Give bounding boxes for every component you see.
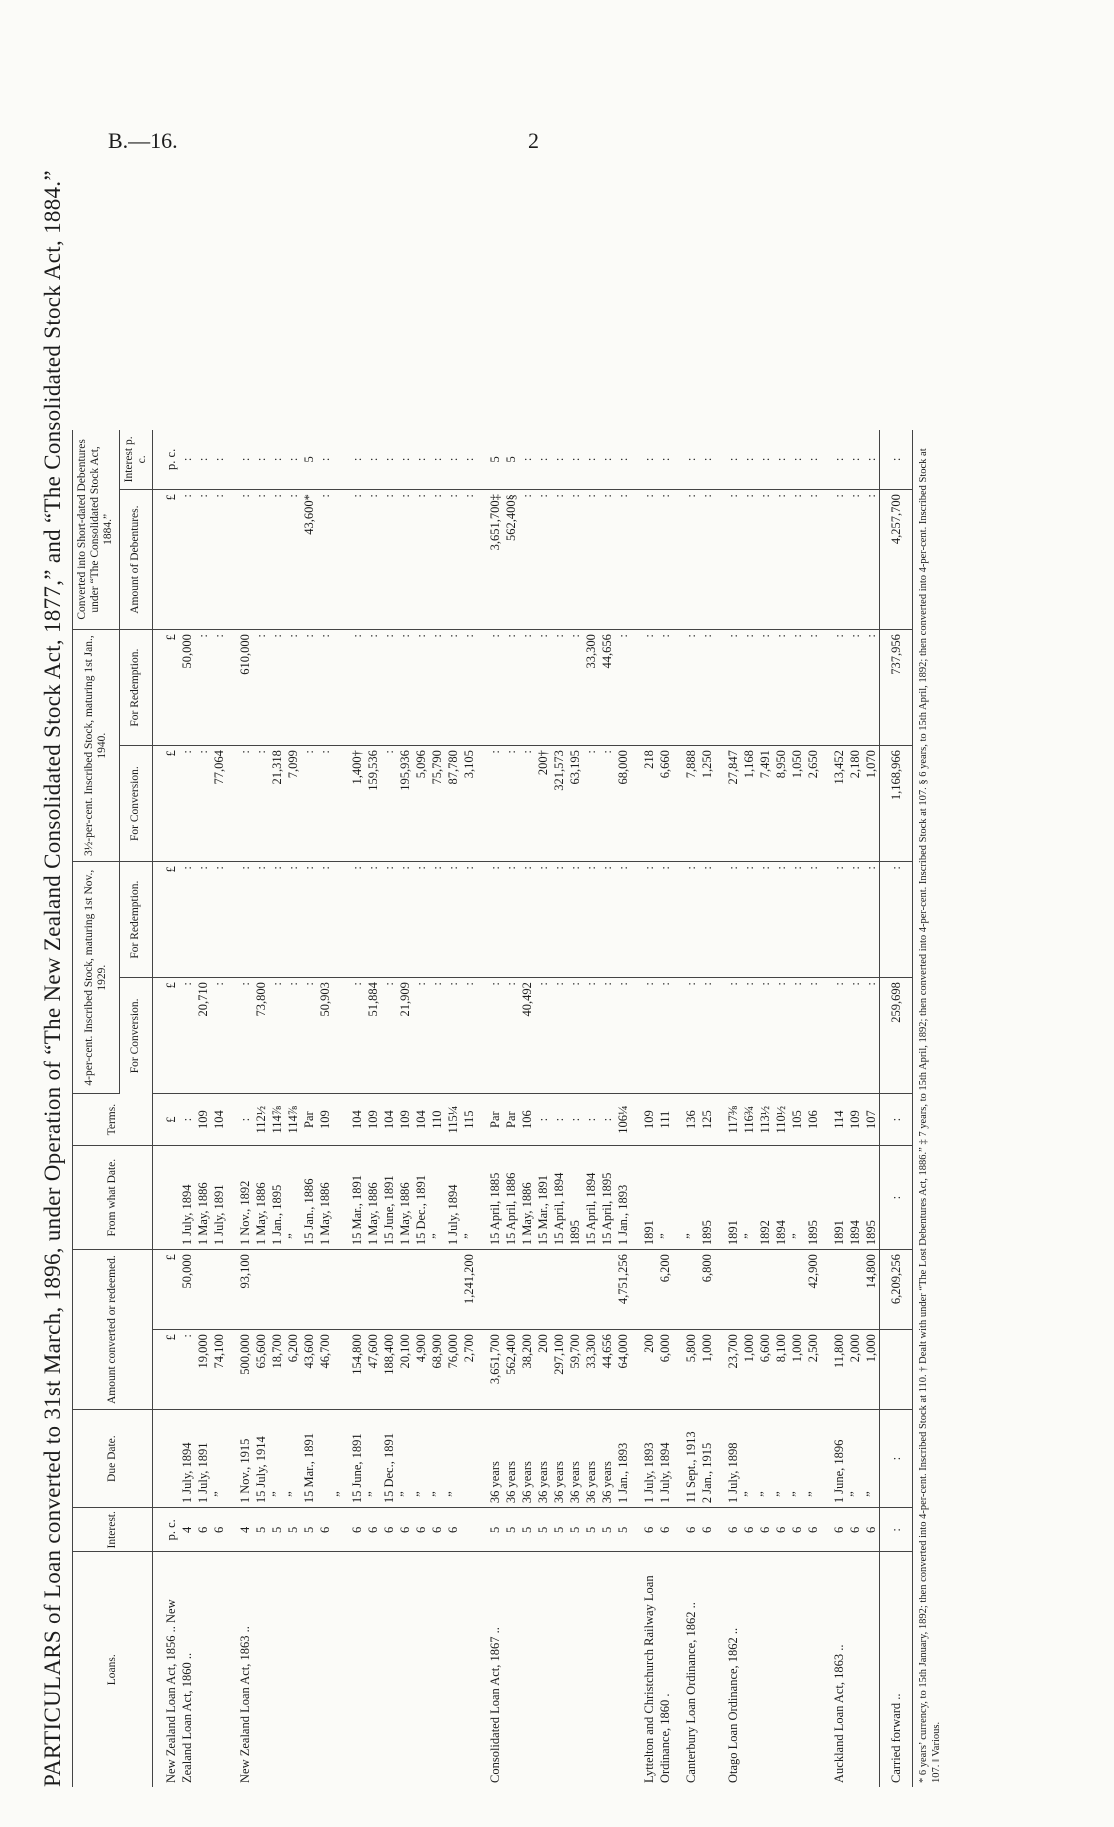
footnotes-row <box>913 430 944 1787</box>
document-title: PARTICULARS of Loan converted to 31st March, 1896, under Operation of “The New Zealand Consolidated Stock Act, 1877,” and “The Consolidated Stock Act, 1884.” <box>40 170 65 1787</box>
four-pc-conversion: : : : : : : <box>715 978 821 1094</box>
three-half-pc-redemption: : : <box>631 630 673 746</box>
header-row-1 <box>73 430 120 1787</box>
three-half-pc-conversion: 7,888 1,250 <box>673 746 715 862</box>
amount-item: £ : 19,000 74,100 <box>153 1330 228 1410</box>
debentures-amount: 3,651,700‡ 562,400§ : : : : : : : <box>477 490 631 630</box>
four-pc-redemption: : : <box>631 862 673 978</box>
col-interest: Interest. <box>73 1508 153 1552</box>
three-half-pc-conversion: 218 6,660 <box>631 746 673 862</box>
due-date: 1 July, 1893 1 July, 1894 <box>631 1410 673 1508</box>
debentures-interest: : : : : 5 : : : : : : : : : <box>227 430 477 490</box>
debentures-interest: : : <box>631 430 673 490</box>
three-half-pc-conversion: 27,847 1,168 7,491 8,950 1,050 2,650 <box>715 746 821 862</box>
three-half-pc-redemption: : : : : : : <box>715 630 821 746</box>
interest-rate: 5 5 5 5 5 5 5 5 5 <box>477 1508 631 1552</box>
debentures-interest: : : : : : : <box>715 430 821 490</box>
debentures-amount: : : <box>631 490 673 630</box>
three-half-pc-conversion: 13,452 2,180 1,070 <box>821 746 880 862</box>
amount-subtotal: 6,200 <box>631 1250 673 1330</box>
loan-name: New Zealand Loan Act, 1856 .. New Zealand Loan Act, 1860 .. <box>164 1599 195 1783</box>
three-half-pc-redemption: : : : : : : 33,300 44,656 : <box>477 630 631 746</box>
footnotes: * 6 years’ currency, to 15th January, 1892; then converted into 4-per-cent. Inscribed Stock at 110. † Dealt with under “The Lost Debentures Act, 1886.” ‡ 7 years, to 15th April, 1892; then converted into 4-per-cent. Inscribed Stock at 107. § 6 years, to 15th April, 1892; then converted into 4-per-cent. Inscribed Stock at 107. ‖ Various. <box>913 430 944 1787</box>
due-date: 1 June, 1896 ” ” <box>821 1410 880 1508</box>
table-row <box>153 430 228 1787</box>
terms: : 112½ 114⅞ 114⅞ Par 109 104 109 104 109 104 110 115¼ 115 <box>227 1094 477 1146</box>
debentures-interest: 5 5 : : : : : : : <box>477 430 631 490</box>
amount-subtotal: 93,100 1,241,200 <box>227 1250 477 1330</box>
page-reference: B.—16. <box>108 128 178 153</box>
terms: £ : 109 104 <box>153 1094 228 1146</box>
col-loans: Loans. <box>73 1552 153 1787</box>
interest-rate: 6 6 <box>631 1508 673 1552</box>
col-3half-pc-stock: 3½-per-cent. Inscribed Stock, maturing 1st Jan., 1940. <box>73 630 120 862</box>
terms: 114 109 107 <box>821 1094 880 1146</box>
amount-subtotal: £ 50,000 <box>153 1250 228 1330</box>
three-half-pc-redemption: : : : <box>821 630 880 746</box>
loan-conversion-table <box>72 430 943 1787</box>
interest-rate: 6 6 <box>673 1508 715 1552</box>
terms: 117⅜ 116¾ 113½ 110½ 105 106 <box>715 1094 821 1146</box>
three-half-pc-redemption: : : <box>673 630 715 746</box>
due-date: 11 Sept., 1913 2 Jan., 1915 <box>673 1410 715 1508</box>
col-4pc-redemption: For Redemption. <box>119 862 152 978</box>
col-debentures-amount: Amount of Debentures. <box>119 490 152 630</box>
loan-name: Lyttelton and Christchurch Railway Loan Ordinance, 1860 . <box>642 1575 673 1783</box>
interest-rate: 4 5 5 5 5 6 6 6 6 6 6 6 6 <box>227 1508 477 1552</box>
carried-forward-3half-redemption: 737,956 <box>880 630 913 746</box>
four-pc-conversion: : : <box>673 978 715 1094</box>
carried-forward-debentures: 4,257,700 <box>880 490 913 630</box>
three-half-pc-redemption: 610,000 : : : : : : : : : : : : : <box>227 630 477 746</box>
carried-forward-3half-conversion: 1,168,966 <box>880 746 913 862</box>
table-row <box>673 430 715 1787</box>
from-date: 1891 ” <box>631 1146 673 1250</box>
page-number: 2 <box>528 128 539 153</box>
three-half-pc-conversion: : : 21,318 7,099 : : 1,400† 159,536 : 195,936 5,096 75,790 87,780 3,105 <box>227 746 477 862</box>
amount-subtotal: 6,800 <box>673 1250 715 1330</box>
carried-forward-4pc-redemption: : <box>880 862 913 978</box>
four-pc-redemption: : : : <box>821 862 880 978</box>
debentures-amount: : : : : : : <box>715 490 821 630</box>
interest-rate: 6 6 6 6 6 6 <box>715 1508 821 1552</box>
loan-name: Otago Loan Ordinance, 1862 .. <box>726 1627 741 1783</box>
amount-subtotal: 14,800 <box>821 1250 880 1330</box>
terms: 136 125 <box>673 1094 715 1146</box>
four-pc-conversion: : : : <box>821 978 880 1094</box>
debentures-amount: £ : : : <box>153 490 228 630</box>
three-half-pc-conversion: £ : : 77,064 <box>153 746 228 862</box>
four-pc-conversion: £ : 20,710 : <box>153 978 228 1094</box>
four-pc-redemption: : : : : : : : : : : : : : : <box>227 862 477 978</box>
debentures-interest: : : <box>673 430 715 490</box>
four-pc-conversion: : : 40,492 : : : : : : <box>477 978 631 1094</box>
due-date: 1 July, 1894 1 July, 1891 ” <box>153 1410 228 1508</box>
amount-subtotal: 42,900 <box>715 1250 821 1330</box>
four-pc-conversion: : : <box>631 978 673 1094</box>
col-4pc-stock: 4-per-cent. Inscribed Stock, maturing 1st Nov., 1929. <box>73 862 120 1094</box>
from-date: 1891 ” 1892 1894 ” 1895 <box>715 1146 821 1250</box>
table-row <box>821 430 880 1787</box>
terms: 109 111 <box>631 1094 673 1146</box>
from-date: 1 July, 1894 1 May, 1886 1 July, 1891 <box>153 1146 228 1250</box>
amount-subtotal: 4,751,256 <box>477 1250 631 1330</box>
col-short-dated: Converted into Short-dated Debentures under “The Consolidated Stock Act, 1884.” <box>73 430 120 630</box>
from-date: 1 Nov., 1892 1 May, 1886 1 Jan., 1895 ” 15 Jan., 1886 1 May, 1886 15 Mar., 1891 1 May, 1886 15 June, 1891 1 May, 1886 15 Dec., 1891 ” 1 July, 1894 ” <box>227 1146 477 1250</box>
table-row <box>631 430 673 1787</box>
loan-name: Canterbury Loan Ordinance, 1862 .. <box>684 1602 699 1783</box>
amount-item: 200 6,000 <box>631 1330 673 1410</box>
four-pc-redemption: £ : : : <box>153 862 228 978</box>
debentures-amount: : : <box>673 490 715 630</box>
debentures-interest: : : : <box>821 430 880 490</box>
due-date: 1 July, 1898 ” ” ” ” ” <box>715 1410 821 1508</box>
amount-item: 23,700 1,000 6,600 8,100 1,000 2,500 <box>715 1330 821 1410</box>
amount-item: 500,000 65,600 18,700 6,200 43,600 46,700 154,800 47,600 188,400 20,100 4,900 68,900 76,000 2,700 <box>227 1330 477 1410</box>
col-3half-conversion: For Conversion. <box>119 746 152 862</box>
four-pc-conversion: : 73,800 : : : 50,903 : 51,884 : 21,909 : : : : <box>227 978 477 1094</box>
table-row <box>227 430 477 1787</box>
from-date: 15 April, 1885 15 April, 1886 1 May, 1886 15 Mar., 1891 15 April, 1894 1895 15 April, 1894 15 April, 1895 1 Jan., 1893 <box>477 1146 631 1250</box>
debentures-amount: : : : : 43,600* : : : : : : : : : <box>227 490 477 630</box>
loan-name: Auckland Loan Act, 1863 .. <box>832 1644 847 1783</box>
debentures-amount: : : : <box>821 490 880 630</box>
loan-name: Consolidated Loan Act, 1867 .. <box>488 1627 503 1783</box>
debentures-interest: p. c. : : : <box>153 430 228 490</box>
four-pc-redemption: : : : : : : : : : <box>477 862 631 978</box>
col-3half-redemption: For Redemption. <box>119 630 152 746</box>
carried-forward-4pc-conversion: 259,698 <box>880 978 913 1094</box>
carried-forward-amount: 6,209,256 <box>880 1250 913 1330</box>
terms: Par Par 106 : : : : : 106¼ <box>477 1094 631 1146</box>
col-from-date: From what Date. <box>73 1146 153 1250</box>
col-amount: Amount converted or redeemed. <box>73 1250 153 1410</box>
interest-rate: p. c. 4 6 6 <box>153 1508 228 1552</box>
four-pc-redemption: : : : : : : <box>715 862 821 978</box>
col-terms: Terms. <box>73 1094 153 1146</box>
from-date: ” 1895 <box>673 1146 715 1250</box>
amount-item: 5,800 1,000 <box>673 1330 715 1410</box>
from-date: 1891 1894 1895 <box>821 1146 880 1250</box>
loan-name: New Zealand Loan Act, 1863 .. <box>238 1626 253 1783</box>
col-debentures-interest: Interest p. c. <box>119 430 152 490</box>
interest-rate: 6 6 6 <box>821 1508 880 1552</box>
col-4pc-conversion: For Conversion. <box>119 978 152 1094</box>
amount-item: 11,800 2,000 1,000 <box>821 1330 880 1410</box>
amount-item: 3,651,700 562,400 38,200 200 297,100 59,700 33,300 44,656 64,000 <box>477 1330 631 1410</box>
three-half-pc-redemption: £ 50,000 : : <box>153 630 228 746</box>
three-half-pc-conversion: : : : 200† 321,573 63,195 : : 68,000 <box>477 746 631 862</box>
four-pc-redemption: : : <box>673 862 715 978</box>
carried-forward-row: Carried forward .. : : 6,209,256 : : 259,698 : 1,168,966 737,956 4,257,700 : <box>880 430 913 1787</box>
carried-forward-label: Carried forward .. <box>880 1552 913 1787</box>
due-date: 36 years 36 years 36 years 36 years 36 years 36 years 36 years 36 years 1 Jan., 1893 <box>477 1410 631 1508</box>
table-row <box>715 430 821 1787</box>
due-date: 1 Nov., 1915 15 July, 1914 ” ” 15 Mar., 1891 ” 15 June, 1891 ” 15 Dec., 1891 ” ” ” ” <box>227 1410 477 1508</box>
col-due-date: Due Date. <box>73 1410 153 1508</box>
carried-forward-deb-interest: : <box>880 430 913 490</box>
table-row <box>477 430 631 1787</box>
